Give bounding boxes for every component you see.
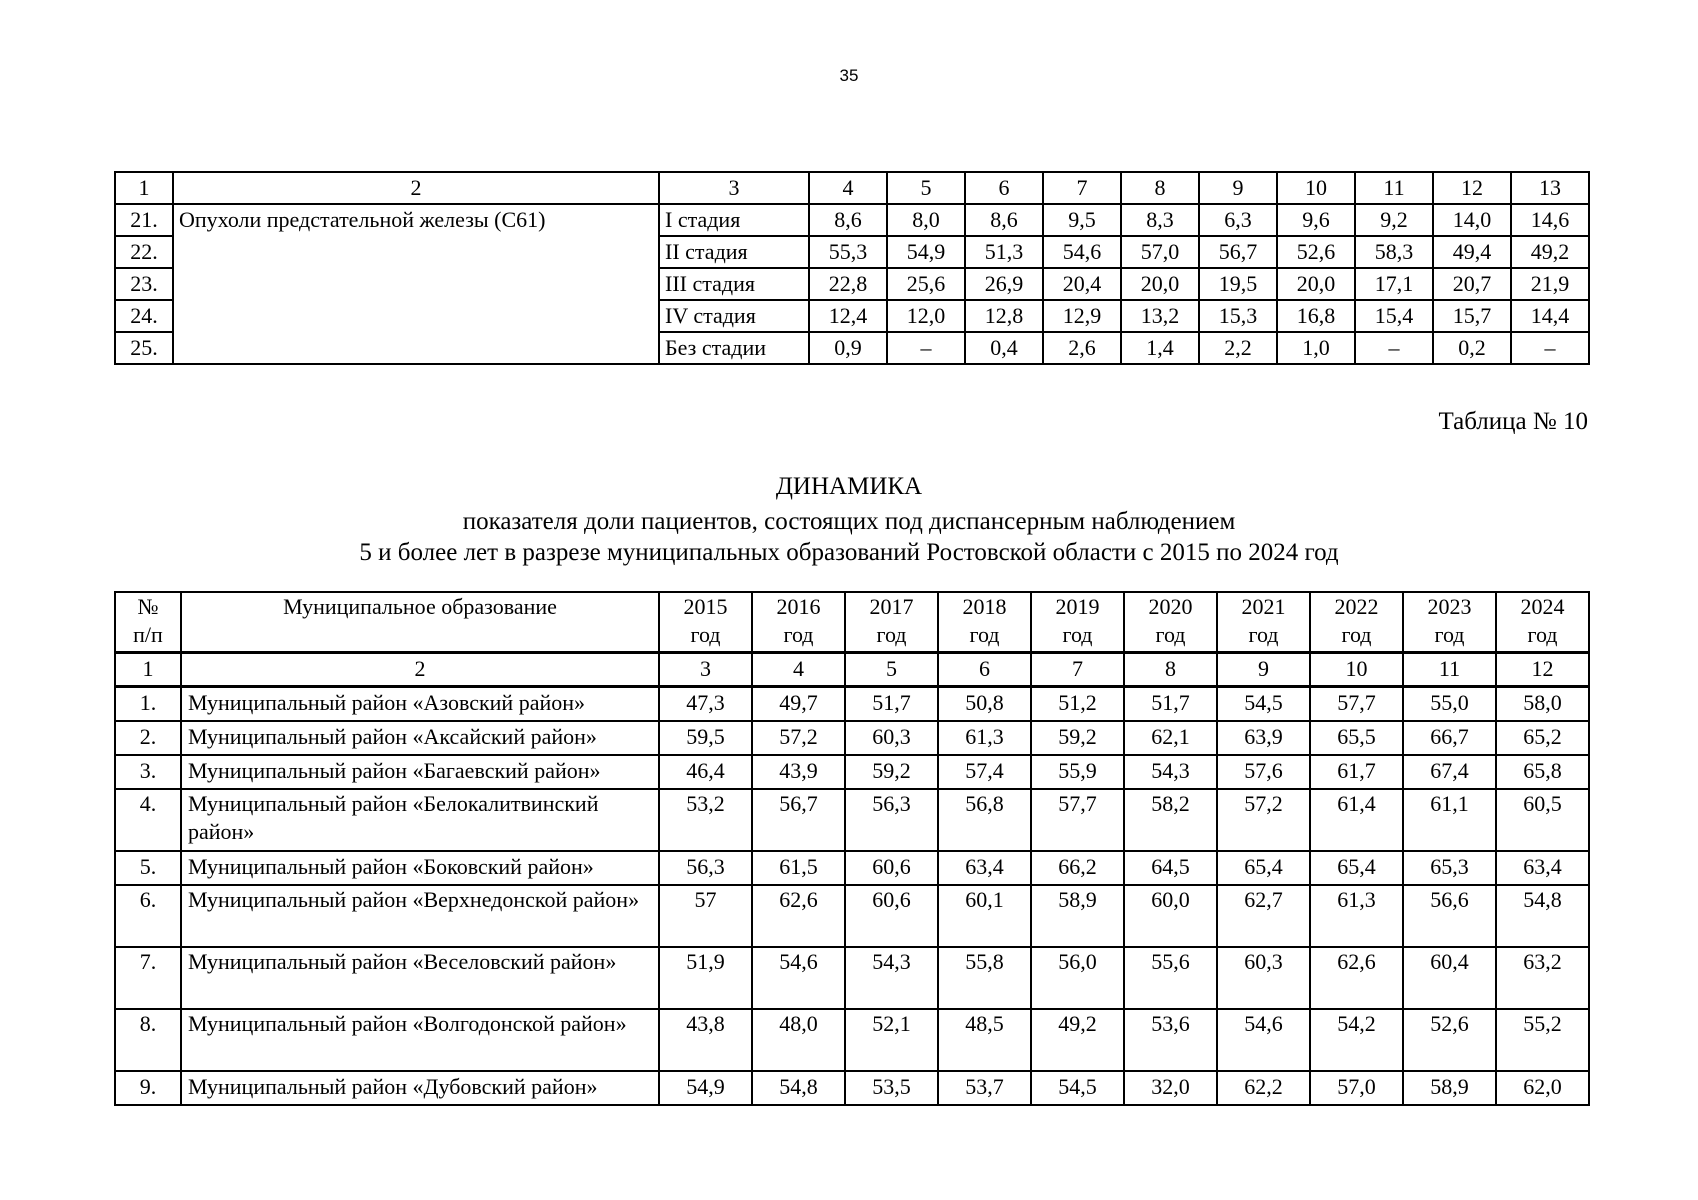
table-row — [115, 885, 1589, 947]
value-cell: 63,4 — [1496, 851, 1589, 885]
value-cell: 63,2 — [1496, 947, 1589, 1009]
value-cell: 16,8 — [1277, 300, 1355, 332]
stage-label: III стадия — [659, 268, 809, 300]
value-cell: 12,4 — [809, 300, 887, 332]
header-year: 2023 — [1427, 594, 1472, 619]
value-cell: 65,8 — [1496, 755, 1589, 789]
value-cell: 56,3 — [659, 851, 752, 885]
header-year-cell — [1217, 592, 1310, 653]
table-row — [115, 204, 1589, 236]
stage-header-cell: 3 — [659, 172, 809, 204]
value-cell: 43,9 — [752, 755, 845, 789]
value-cell: 57,0 — [1121, 236, 1199, 268]
column-index-cell: 9 — [1217, 653, 1310, 687]
value-cell: 25,6 — [887, 268, 965, 300]
value-cell: 54,9 — [887, 236, 965, 268]
value-cell: 20,0 — [1121, 268, 1199, 300]
value-cell: 55,0 — [1403, 687, 1496, 722]
value-cell: 52,1 — [845, 1009, 938, 1071]
value-cell: 61,5 — [752, 851, 845, 885]
row-number: 21. — [115, 204, 173, 236]
column-index-cell: 1 — [115, 653, 181, 687]
header-year-word: год — [1155, 622, 1186, 647]
header-year: 2024 — [1520, 594, 1565, 619]
value-cell: 58,0 — [1496, 687, 1589, 722]
row-number: 8. — [115, 1009, 181, 1071]
value-cell: 54,2 — [1310, 1009, 1403, 1071]
header-year-word: год — [783, 622, 814, 647]
value-cell: 55,9 — [1031, 755, 1124, 789]
value-cell: 49,4 — [1433, 236, 1511, 268]
stage-header-cell: 7 — [1043, 172, 1121, 204]
value-cell: 46,4 — [659, 755, 752, 789]
stage-header-cell: 6 — [965, 172, 1043, 204]
table-row — [115, 947, 1589, 1009]
value-cell: 61,3 — [1310, 885, 1403, 947]
row-number: 1. — [115, 687, 181, 722]
value-cell: 12,9 — [1043, 300, 1121, 332]
table-row — [115, 789, 1589, 851]
value-cell: – — [1511, 332, 1589, 364]
value-cell: 17,1 — [1355, 268, 1433, 300]
value-cell: 54,6 — [1217, 1009, 1310, 1071]
column-index-cell: 5 — [845, 653, 938, 687]
value-cell: 55,3 — [809, 236, 887, 268]
value-cell: 14,6 — [1511, 204, 1589, 236]
value-cell: 49,7 — [752, 687, 845, 722]
value-cell: 51,2 — [1031, 687, 1124, 722]
value-cell: 54,5 — [1217, 687, 1310, 722]
value-cell: 57,2 — [752, 721, 845, 755]
stage-header-cell: 1 — [115, 172, 173, 204]
value-cell: 60,6 — [845, 851, 938, 885]
dispensary-observation-table — [114, 591, 1590, 1106]
value-cell: 63,4 — [938, 851, 1031, 885]
header-year: 2020 — [1148, 594, 1193, 619]
column-index-cell: 7 — [1031, 653, 1124, 687]
value-cell: 52,6 — [1277, 236, 1355, 268]
value-cell: 51,9 — [659, 947, 752, 1009]
value-cell: 60,3 — [845, 721, 938, 755]
value-cell: 57,4 — [938, 755, 1031, 789]
row-number: 7. — [115, 947, 181, 1009]
value-cell: 60,1 — [938, 885, 1031, 947]
value-cell: 53,5 — [845, 1071, 938, 1105]
value-cell: 64,5 — [1124, 851, 1217, 885]
stage-header-cell: 4 — [809, 172, 887, 204]
header-year: 2018 — [962, 594, 1007, 619]
header-year-cell — [659, 592, 752, 653]
value-cell: 49,2 — [1511, 236, 1589, 268]
column-index-cell: 3 — [659, 653, 752, 687]
stage-label: IV стадия — [659, 300, 809, 332]
stage-header-cell: 13 — [1511, 172, 1589, 204]
header-year-cell — [845, 592, 938, 653]
table-row — [115, 755, 1589, 789]
municipality-name: Муниципальный район «Волгодонской район» — [181, 1009, 659, 1071]
value-cell: 54,5 — [1031, 1071, 1124, 1105]
column-index-cell: 12 — [1496, 653, 1589, 687]
value-cell: 8,6 — [965, 204, 1043, 236]
title-line-1: показателя доли пациентов, состоящих под диспансерным наблюдением — [462, 508, 1236, 535]
value-cell: 57,7 — [1310, 687, 1403, 722]
header-year-word: год — [690, 622, 721, 647]
header-year-cell — [1124, 592, 1217, 653]
header-year: 2019 — [1055, 594, 1100, 619]
row-number: 3. — [115, 755, 181, 789]
value-cell: 12,0 — [887, 300, 965, 332]
value-cell: 54,6 — [752, 947, 845, 1009]
municipality-name: Муниципальный район «Верхнедонской район» — [181, 885, 659, 947]
column-index-cell: 10 — [1310, 653, 1403, 687]
value-cell: 65,5 — [1310, 721, 1403, 755]
value-cell: 65,2 — [1496, 721, 1589, 755]
stage-header-cell: 9 — [1199, 172, 1277, 204]
value-cell: 57 — [659, 885, 752, 947]
row-number: 25. — [115, 332, 173, 364]
value-cell: 62,1 — [1124, 721, 1217, 755]
value-cell: 8,6 — [809, 204, 887, 236]
stage-label: II стадия — [659, 236, 809, 268]
stage-header-cell: 8 — [1121, 172, 1199, 204]
table-row — [115, 687, 1589, 722]
value-cell: 59,2 — [1031, 721, 1124, 755]
header-number-line-2: п/п — [133, 622, 163, 647]
page-number: 35 — [839, 66, 859, 85]
value-cell: 55,8 — [938, 947, 1031, 1009]
value-cell: 66,2 — [1031, 851, 1124, 885]
value-cell: 26,9 — [965, 268, 1043, 300]
stage-header-cell: 5 — [887, 172, 965, 204]
header-year-word: год — [1434, 622, 1465, 647]
value-cell: 61,7 — [1310, 755, 1403, 789]
header-name-cell: Муниципальное образование — [181, 592, 659, 653]
value-cell: 55,2 — [1496, 1009, 1589, 1071]
value-cell: – — [887, 332, 965, 364]
value-cell: 15,3 — [1199, 300, 1277, 332]
value-cell: – — [1355, 332, 1433, 364]
header-year-cell — [1496, 592, 1589, 653]
value-cell: 62,7 — [1217, 885, 1310, 947]
header-number-cell — [115, 592, 181, 653]
row-number: 24. — [115, 300, 173, 332]
value-cell: 51,7 — [1124, 687, 1217, 722]
value-cell: 59,2 — [845, 755, 938, 789]
value-cell: 65,4 — [1217, 851, 1310, 885]
value-cell: 32,0 — [1124, 1071, 1217, 1105]
value-cell: 65,3 — [1403, 851, 1496, 885]
header-year-cell — [1031, 592, 1124, 653]
stage-table-header-row — [115, 172, 1589, 204]
value-cell: 57,0 — [1310, 1071, 1403, 1105]
value-cell: 19,5 — [1199, 268, 1277, 300]
value-cell: 14,0 — [1433, 204, 1511, 236]
value-cell: 61,4 — [1310, 789, 1403, 851]
value-cell: 1,4 — [1121, 332, 1199, 364]
table-row — [115, 1009, 1589, 1071]
column-index-cell: 2 — [181, 653, 659, 687]
header-year: 2017 — [869, 594, 914, 619]
value-cell: 20,0 — [1277, 268, 1355, 300]
value-cell: 6,3 — [1199, 204, 1277, 236]
value-cell: 49,2 — [1031, 1009, 1124, 1071]
value-cell: 12,8 — [965, 300, 1043, 332]
value-cell: 56,0 — [1031, 947, 1124, 1009]
value-cell: 66,7 — [1403, 721, 1496, 755]
value-cell: 59,5 — [659, 721, 752, 755]
value-cell: 54,8 — [1496, 885, 1589, 947]
value-cell: 56,7 — [1199, 236, 1277, 268]
municipality-name: Муниципальный район «Аксайский район» — [181, 721, 659, 755]
value-cell: 54,8 — [752, 1071, 845, 1105]
municipality-name: Муниципальный район «Белокалитвинский район» — [181, 789, 659, 851]
header-year: 2016 — [776, 594, 821, 619]
row-number: 23. — [115, 268, 173, 300]
value-cell: 14,4 — [1511, 300, 1589, 332]
value-cell: 60,4 — [1403, 947, 1496, 1009]
header-year-cell — [938, 592, 1031, 653]
value-cell: 60,6 — [845, 885, 938, 947]
header-year-word: год — [1341, 622, 1372, 647]
column-index-row — [115, 653, 1589, 687]
value-cell: 60,0 — [1124, 885, 1217, 947]
header-year-cell — [752, 592, 845, 653]
table-row — [115, 851, 1589, 885]
stage-label: I стадия — [659, 204, 809, 236]
value-cell: 0,2 — [1433, 332, 1511, 364]
stage-header-cell: 12 — [1433, 172, 1511, 204]
value-cell: 15,4 — [1355, 300, 1433, 332]
row-number: 9. — [115, 1071, 181, 1105]
value-cell: 62,6 — [1310, 947, 1403, 1009]
value-cell: 57,6 — [1217, 755, 1310, 789]
value-cell: 48,0 — [752, 1009, 845, 1071]
value-cell: 54,3 — [1124, 755, 1217, 789]
stage-distribution-table — [114, 171, 1590, 365]
value-cell: 53,7 — [938, 1071, 1031, 1105]
value-cell: 58,9 — [1403, 1071, 1496, 1105]
header-year-word: год — [969, 622, 1000, 647]
value-cell: 54,9 — [659, 1071, 752, 1105]
column-index-cell: 4 — [752, 653, 845, 687]
header-year-cell — [1310, 592, 1403, 653]
header-year: 2015 — [683, 594, 728, 619]
value-cell: 54,3 — [845, 947, 938, 1009]
header-year-word: год — [1062, 622, 1093, 647]
value-cell: 56,3 — [845, 789, 938, 851]
row-number: 6. — [115, 885, 181, 947]
value-cell: 60,5 — [1496, 789, 1589, 851]
value-cell: 53,6 — [1124, 1009, 1217, 1071]
value-cell: 8,3 — [1121, 204, 1199, 236]
value-cell: 63,9 — [1217, 721, 1310, 755]
row-number: 2. — [115, 721, 181, 755]
value-cell: 9,6 — [1277, 204, 1355, 236]
value-cell: 55,6 — [1124, 947, 1217, 1009]
value-cell: 20,7 — [1433, 268, 1511, 300]
value-cell: 0,9 — [809, 332, 887, 364]
value-cell: 56,7 — [752, 789, 845, 851]
value-cell: 51,7 — [845, 687, 938, 722]
value-cell: 8,0 — [887, 204, 965, 236]
data-table-header-row — [115, 592, 1589, 653]
value-cell: 21,9 — [1511, 268, 1589, 300]
value-cell: 20,4 — [1043, 268, 1121, 300]
value-cell: 56,6 — [1403, 885, 1496, 947]
value-cell: 1,0 — [1277, 332, 1355, 364]
value-cell: 67,4 — [1403, 755, 1496, 789]
stage-header-cell: 2 — [173, 172, 659, 204]
title-main: ДИНАМИКА — [775, 473, 923, 500]
title-line-2: 5 и более лет в разрезе муниципальных образований Ростовской области с 2015 по 2024 год — [359, 539, 1339, 566]
value-cell: 62,0 — [1496, 1071, 1589, 1105]
value-cell: 51,3 — [965, 236, 1043, 268]
table-label: Таблица № 10 — [1438, 408, 1588, 435]
value-cell: 58,2 — [1124, 789, 1217, 851]
value-cell: 53,2 — [659, 789, 752, 851]
stage-header-cell: 11 — [1355, 172, 1433, 204]
value-cell: 2,6 — [1043, 332, 1121, 364]
value-cell: 47,3 — [659, 687, 752, 722]
header-number-line-1: № — [137, 594, 159, 619]
column-index-cell: 6 — [938, 653, 1031, 687]
value-cell: 2,2 — [1199, 332, 1277, 364]
value-cell: 0,4 — [965, 332, 1043, 364]
table-row — [115, 721, 1589, 755]
municipality-name: Муниципальный район «Багаевский район» — [181, 755, 659, 789]
value-cell: 48,5 — [938, 1009, 1031, 1071]
row-number: 4. — [115, 789, 181, 851]
value-cell: 61,1 — [1403, 789, 1496, 851]
column-index-cell: 11 — [1403, 653, 1496, 687]
value-cell: 13,2 — [1121, 300, 1199, 332]
municipality-name: Муниципальный район «Дубовский район» — [181, 1071, 659, 1105]
value-cell: 58,3 — [1355, 236, 1433, 268]
header-year: 2022 — [1334, 594, 1379, 619]
header-year-word: год — [876, 622, 907, 647]
row-number: 5. — [115, 851, 181, 885]
value-cell: 57,7 — [1031, 789, 1124, 851]
value-cell: 58,9 — [1031, 885, 1124, 947]
stage-label: Без стадии — [659, 332, 809, 364]
header-year-cell — [1403, 592, 1496, 653]
municipality-name: Муниципальный район «Боковский район» — [181, 851, 659, 885]
value-cell: 57,2 — [1217, 789, 1310, 851]
header-year-word: год — [1248, 622, 1279, 647]
value-cell: 9,5 — [1043, 204, 1121, 236]
value-cell: 65,4 — [1310, 851, 1403, 885]
value-cell: 15,7 — [1433, 300, 1511, 332]
municipality-name: Муниципальный район «Азовский район» — [181, 687, 659, 722]
column-index-cell: 8 — [1124, 653, 1217, 687]
value-cell: 43,8 — [659, 1009, 752, 1071]
value-cell: 9,2 — [1355, 204, 1433, 236]
value-cell: 54,6 — [1043, 236, 1121, 268]
row-number: 22. — [115, 236, 173, 268]
value-cell: 50,8 — [938, 687, 1031, 722]
stage-header-cell: 10 — [1277, 172, 1355, 204]
value-cell: 52,6 — [1403, 1009, 1496, 1071]
value-cell: 61,3 — [938, 721, 1031, 755]
header-year-word: год — [1527, 622, 1558, 647]
table-row — [115, 1071, 1589, 1105]
value-cell: 56,8 — [938, 789, 1031, 851]
value-cell: 62,2 — [1217, 1071, 1310, 1105]
value-cell: 22,8 — [809, 268, 887, 300]
value-cell: 62,6 — [752, 885, 845, 947]
value-cell: 60,3 — [1217, 947, 1310, 1009]
tumor-group-name: Опухоли предстательной железы (C61) — [173, 204, 659, 364]
header-year: 2021 — [1241, 594, 1286, 619]
municipality-name: Муниципальный район «Веселовский район» — [181, 947, 659, 1009]
